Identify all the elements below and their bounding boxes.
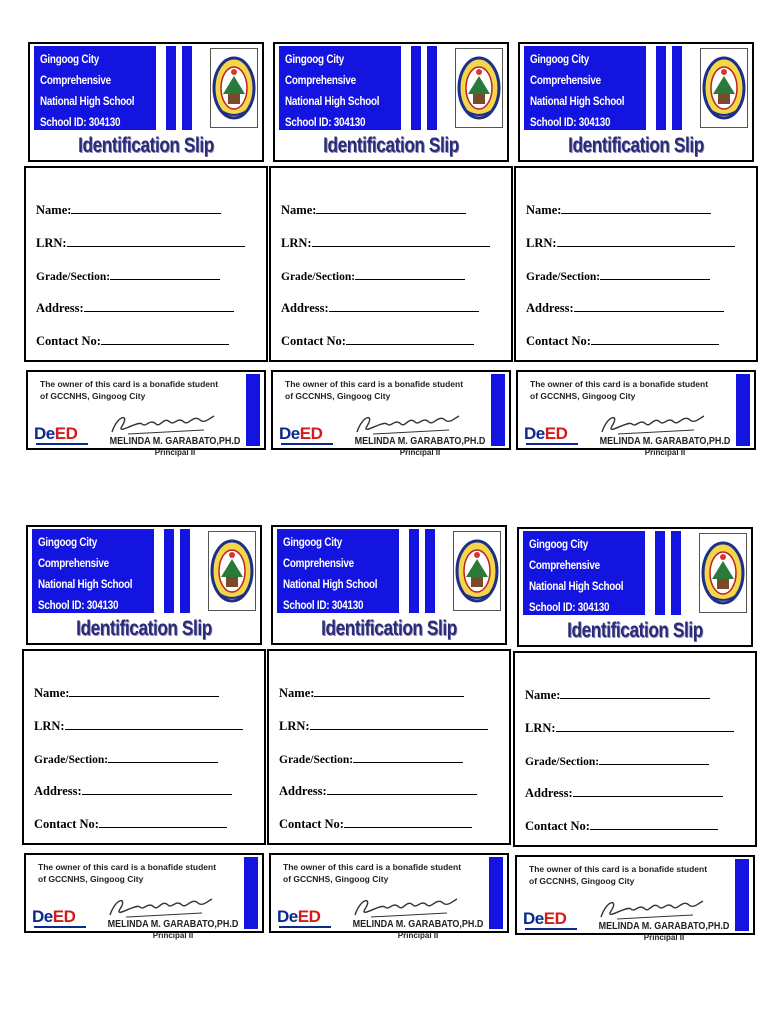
school-line-3: National High School bbox=[285, 96, 380, 108]
principal-name: MELINDA M. GARABATO,PH.D bbox=[352, 919, 484, 930]
name-field[interactable] bbox=[279, 685, 464, 701]
deped-underline bbox=[36, 443, 88, 445]
principal-title: Principal II bbox=[152, 931, 194, 940]
grade-section-field[interactable] bbox=[526, 268, 710, 283]
contact-field[interactable] bbox=[526, 333, 719, 349]
owner-line-2: of GCCNHS, Gingoog City bbox=[283, 874, 389, 884]
school-line-2: Comprehensive bbox=[285, 75, 356, 87]
deped-logo-ed: ED bbox=[52, 907, 76, 926]
header-stripes bbox=[641, 531, 701, 615]
lrn-field[interactable] bbox=[526, 235, 735, 251]
lrn-label: LRN: bbox=[36, 236, 67, 250]
deped-underline bbox=[34, 926, 86, 928]
owner-line-2: of GCCNHS, Gingoog City bbox=[529, 876, 635, 886]
footer-blue-bar bbox=[735, 859, 749, 931]
address-field[interactable] bbox=[279, 783, 477, 799]
grade-section-label: Grade/Section: bbox=[34, 754, 109, 766]
card-header bbox=[518, 42, 754, 162]
address-label: Address: bbox=[36, 301, 84, 315]
school-line-3: National High School bbox=[38, 579, 133, 591]
footer-blue-bar bbox=[246, 374, 260, 446]
deped-logo-dep: De bbox=[32, 907, 53, 926]
owner-line-1: The owner of this card is a bonafide student bbox=[40, 379, 219, 389]
footer-blue-bar bbox=[489, 857, 503, 929]
address-label: Address: bbox=[281, 301, 329, 315]
grade-section-label: Grade/Section: bbox=[281, 271, 356, 283]
principal-name: MELINDA M. GARABATO,PH.D bbox=[354, 436, 486, 447]
lrn-label: LRN: bbox=[281, 236, 312, 250]
address-field[interactable] bbox=[281, 300, 479, 316]
deped-logo-dep: De bbox=[34, 424, 55, 443]
slip-title: Identification Slip bbox=[78, 134, 214, 157]
slip-title: Identification Slip bbox=[323, 134, 459, 157]
address-field[interactable] bbox=[525, 785, 723, 801]
school-id: School ID: 304130 bbox=[283, 600, 364, 612]
school-name bbox=[283, 533, 377, 617]
principal-title: Principal II bbox=[644, 448, 686, 457]
name-label: Name: bbox=[525, 688, 561, 702]
signature-icon bbox=[598, 410, 708, 438]
signature-icon bbox=[351, 893, 461, 921]
contact-label: Contact No: bbox=[36, 334, 101, 348]
deped-logo-icon bbox=[32, 907, 75, 927]
address-label: Address: bbox=[34, 784, 82, 798]
contact-label: Contact No: bbox=[525, 819, 590, 833]
name-field[interactable] bbox=[36, 202, 221, 218]
deped-underline bbox=[525, 928, 577, 930]
deped-logo-dep: De bbox=[524, 424, 545, 443]
principal-name: MELINDA M. GARABATO,PH.D bbox=[107, 919, 239, 930]
name-field[interactable] bbox=[525, 687, 710, 703]
header-stripes bbox=[397, 46, 457, 130]
header-stripes bbox=[395, 529, 455, 613]
school-line-2: Comprehensive bbox=[529, 560, 600, 572]
header-stripes bbox=[152, 46, 212, 130]
school-seal-icon bbox=[210, 48, 258, 128]
lrn-field[interactable] bbox=[279, 718, 488, 734]
school-name bbox=[38, 533, 132, 617]
card-footer bbox=[24, 853, 264, 940]
card-header bbox=[273, 42, 509, 162]
name-field[interactable] bbox=[34, 685, 219, 701]
school-line-1: Gingoog City bbox=[38, 537, 97, 549]
principal-title: Principal II bbox=[643, 933, 685, 942]
owner-statement bbox=[38, 861, 216, 885]
owner-line-1: The owner of this card is a bonafide student bbox=[529, 864, 708, 874]
school-seal-icon bbox=[208, 531, 256, 611]
address-field[interactable] bbox=[36, 300, 234, 316]
card-footer bbox=[516, 370, 756, 457]
lrn-label: LRN: bbox=[526, 236, 557, 250]
address-label: Address: bbox=[279, 784, 327, 798]
deped-logo-ed: ED bbox=[544, 424, 568, 443]
school-name bbox=[530, 50, 624, 134]
school-seal-icon bbox=[453, 531, 501, 611]
slip-title: Identification Slip bbox=[567, 619, 703, 642]
lrn-field[interactable] bbox=[34, 718, 243, 734]
header-blue-panel bbox=[279, 46, 449, 130]
grade-section-field[interactable] bbox=[279, 751, 463, 766]
school-name bbox=[285, 50, 379, 134]
grade-section-field[interactable] bbox=[36, 268, 220, 283]
name-label: Name: bbox=[281, 203, 317, 217]
card-footer bbox=[269, 853, 509, 940]
lrn-field[interactable] bbox=[36, 235, 245, 251]
name-label: Name: bbox=[526, 203, 562, 217]
address-field[interactable] bbox=[526, 300, 724, 316]
header-blue-panel bbox=[277, 529, 447, 613]
address-field[interactable] bbox=[34, 783, 232, 799]
slip-title: Identification Slip bbox=[568, 134, 704, 157]
footer-blue-bar bbox=[491, 374, 505, 446]
grade-section-field[interactable] bbox=[34, 751, 218, 766]
school-id: School ID: 304130 bbox=[38, 600, 119, 612]
contact-label: Contact No: bbox=[34, 817, 99, 831]
grade-section-label: Grade/Section: bbox=[525, 756, 600, 768]
deped-logo-ed: ED bbox=[543, 909, 567, 928]
owner-line-2: of GCCNHS, Gingoog City bbox=[530, 391, 636, 401]
deped-logo-dep: De bbox=[277, 907, 298, 926]
name-label: Name: bbox=[36, 203, 72, 217]
slip-title: Identification Slip bbox=[321, 617, 457, 640]
owner-line-2: of GCCNHS, Gingoog City bbox=[38, 874, 144, 884]
card-header bbox=[28, 42, 264, 162]
deped-underline bbox=[281, 443, 333, 445]
card-footer bbox=[26, 370, 266, 457]
owner-line-1: The owner of this card is a bonafide student bbox=[283, 862, 462, 872]
deped-logo-icon bbox=[523, 909, 566, 929]
grade-section-field[interactable] bbox=[525, 753, 709, 768]
owner-line-1: The owner of this card is a bonafide student bbox=[285, 379, 464, 389]
owner-line-1: The owner of this card is a bonafide student bbox=[530, 379, 709, 389]
school-line-2: Comprehensive bbox=[40, 75, 111, 87]
deped-logo-icon bbox=[279, 424, 322, 444]
deped-logo-ed: ED bbox=[299, 424, 323, 443]
contact-field[interactable] bbox=[279, 816, 472, 832]
school-id: School ID: 304130 bbox=[529, 602, 610, 614]
header-stripes bbox=[150, 529, 210, 613]
student-info-form bbox=[22, 649, 266, 845]
contact-field[interactable] bbox=[525, 818, 718, 834]
name-field[interactable] bbox=[281, 202, 466, 218]
lrn-label: LRN: bbox=[279, 719, 310, 733]
deped-logo-dep: De bbox=[279, 424, 300, 443]
school-line-2: Comprehensive bbox=[38, 558, 109, 570]
owner-statement bbox=[283, 861, 461, 885]
grade-section-field[interactable] bbox=[281, 268, 465, 283]
owner-statement bbox=[40, 378, 218, 402]
signature-icon bbox=[108, 410, 218, 438]
deped-logo-icon bbox=[34, 424, 77, 444]
school-name bbox=[40, 50, 134, 134]
school-line-3: National High School bbox=[530, 96, 625, 108]
deped-underline bbox=[279, 926, 331, 928]
school-line-3: National High School bbox=[529, 581, 624, 593]
header-blue-panel bbox=[523, 531, 693, 615]
principal-name: MELINDA M. GARABATO,PH.D bbox=[598, 921, 730, 932]
principal-title: Principal II bbox=[397, 931, 439, 940]
school-line-3: National High School bbox=[283, 579, 378, 591]
card-header bbox=[26, 525, 262, 645]
deped-logo-ed: ED bbox=[297, 907, 321, 926]
school-line-1: Gingoog City bbox=[529, 539, 588, 551]
contact-label: Contact No: bbox=[279, 817, 344, 831]
student-info-form bbox=[267, 649, 511, 845]
school-seal-icon bbox=[699, 533, 747, 613]
deped-logo-icon bbox=[524, 424, 567, 444]
signature-icon bbox=[597, 895, 707, 923]
school-line-2: Comprehensive bbox=[530, 75, 601, 87]
student-info-form bbox=[24, 166, 268, 362]
school-seal-icon bbox=[700, 48, 748, 128]
school-line-1: Gingoog City bbox=[285, 54, 344, 66]
name-label: Name: bbox=[34, 686, 70, 700]
deped-logo-icon bbox=[277, 907, 320, 927]
name-label: Name: bbox=[279, 686, 315, 700]
lrn-field[interactable] bbox=[281, 235, 490, 251]
contact-field[interactable] bbox=[281, 333, 474, 349]
contact-label: Contact No: bbox=[526, 334, 591, 348]
address-label: Address: bbox=[526, 301, 574, 315]
school-line-1: Gingoog City bbox=[40, 54, 99, 66]
card-header bbox=[517, 527, 753, 647]
principal-title: Principal II bbox=[154, 448, 196, 457]
student-info-form bbox=[514, 166, 758, 362]
signature-icon bbox=[106, 893, 216, 921]
header-blue-panel bbox=[524, 46, 694, 130]
school-line-1: Gingoog City bbox=[283, 537, 342, 549]
school-id: School ID: 304130 bbox=[40, 117, 121, 129]
school-line-3: National High School bbox=[40, 96, 135, 108]
school-line-2: Comprehensive bbox=[283, 558, 354, 570]
name-field[interactable] bbox=[526, 202, 711, 218]
grade-section-label: Grade/Section: bbox=[36, 271, 111, 283]
deped-underline bbox=[526, 443, 578, 445]
student-info-form bbox=[269, 166, 513, 362]
school-id: School ID: 304130 bbox=[530, 117, 611, 129]
lrn-label: LRN: bbox=[525, 721, 556, 735]
principal-name: MELINDA M. GARABATO,PH.D bbox=[109, 436, 241, 447]
owner-line-1: The owner of this card is a bonafide student bbox=[38, 862, 217, 872]
card-footer bbox=[515, 855, 755, 942]
contact-label: Contact No: bbox=[281, 334, 346, 348]
header-blue-panel bbox=[32, 529, 202, 613]
signature-icon bbox=[353, 410, 463, 438]
card-header bbox=[271, 525, 507, 645]
school-id: School ID: 304130 bbox=[285, 117, 366, 129]
slip-title: Identification Slip bbox=[76, 617, 212, 640]
lrn-field[interactable] bbox=[525, 720, 734, 736]
footer-blue-bar bbox=[736, 374, 750, 446]
school-seal-icon bbox=[455, 48, 503, 128]
header-stripes bbox=[642, 46, 702, 130]
principal-name: MELINDA M. GARABATO,PH.D bbox=[599, 436, 731, 447]
school-line-1: Gingoog City bbox=[530, 54, 589, 66]
lrn-label: LRN: bbox=[34, 719, 65, 733]
owner-line-2: of GCCNHS, Gingoog City bbox=[285, 391, 391, 401]
owner-statement bbox=[530, 378, 708, 402]
deped-logo-ed: ED bbox=[54, 424, 78, 443]
header-blue-panel bbox=[34, 46, 204, 130]
grade-section-label: Grade/Section: bbox=[526, 271, 601, 283]
card-footer bbox=[271, 370, 511, 457]
footer-blue-bar bbox=[244, 857, 258, 929]
owner-statement bbox=[529, 863, 707, 887]
contact-field[interactable] bbox=[36, 333, 229, 349]
deped-logo-dep: De bbox=[523, 909, 544, 928]
contact-field[interactable] bbox=[34, 816, 227, 832]
owner-statement bbox=[285, 378, 463, 402]
principal-title: Principal II bbox=[399, 448, 441, 457]
owner-line-2: of GCCNHS, Gingoog City bbox=[40, 391, 146, 401]
student-info-form bbox=[513, 651, 757, 847]
address-label: Address: bbox=[525, 786, 573, 800]
grade-section-label: Grade/Section: bbox=[279, 754, 354, 766]
school-name bbox=[529, 535, 623, 619]
